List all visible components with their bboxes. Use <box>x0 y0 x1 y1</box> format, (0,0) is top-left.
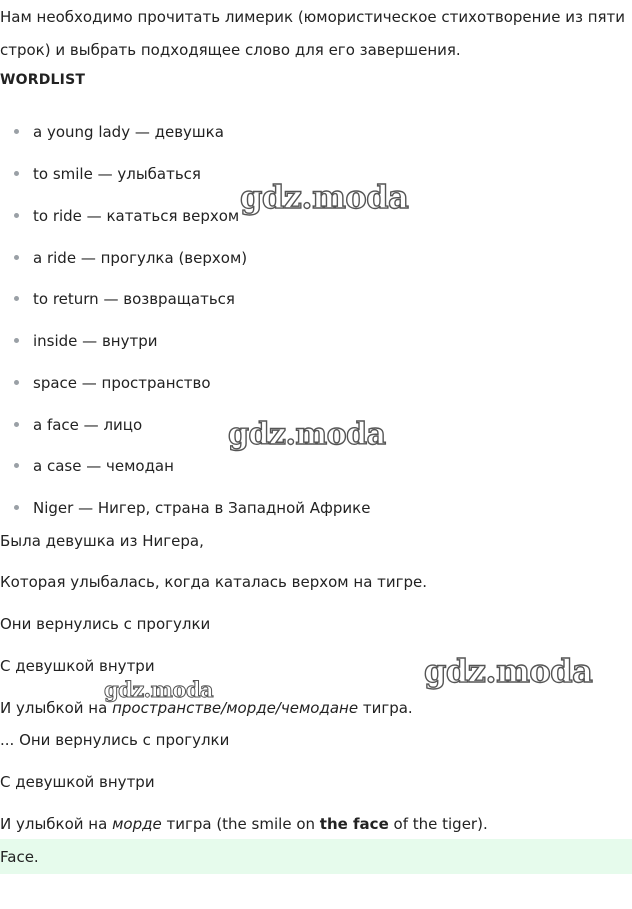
list-item: to return — возвращаться <box>14 289 235 309</box>
list-item: to ride — кататься верхом <box>14 206 239 226</box>
bullet-icon <box>14 338 19 343</box>
poem-line-3: Они вернулись с прогулки <box>0 615 211 633</box>
result-text: Face. <box>0 848 39 866</box>
answer-line-2: С девушкой внутри <box>0 773 155 791</box>
watermark: gdz.moda <box>104 677 214 702</box>
bullet-icon <box>14 255 19 260</box>
answer-line-1: ... Они вернулись с прогулки <box>0 731 230 749</box>
poem-line-2: Которая улыбалась, когда каталась верхом на тигре. <box>0 573 428 591</box>
bullet-icon <box>14 380 19 385</box>
wordlist-heading: WORDLIST <box>0 72 86 88</box>
poem-line-1: Была девушка из Нигера, <box>0 532 204 550</box>
watermark: gdz.moda <box>228 417 386 452</box>
list-item: a ride — прогулка (верхом) <box>14 248 247 268</box>
answer-line-3: И улыбкой на морде тигра (the smile on the face of the tiger). <box>0 815 488 833</box>
list-item: a face — лицо <box>14 415 142 435</box>
watermark: gdz.moda <box>240 178 409 216</box>
bullet-icon <box>14 171 19 176</box>
answer-highlight <box>0 839 632 874</box>
poem-line-5: И улыбкой на пространстве/морде/чемодане тигра. <box>0 699 413 717</box>
list-item: to smile — улыбаться <box>14 164 201 184</box>
poem-line-4: С девушкой внутри <box>0 657 155 675</box>
bullet-icon <box>14 129 19 134</box>
intro-line-1: Нам необходимо прочитать лимерик (юмористическое стихотворение из пяти <box>0 8 626 26</box>
bullet-icon <box>14 213 19 218</box>
list-item: space — пространство <box>14 373 211 393</box>
bullet-icon <box>14 422 19 427</box>
bullet-icon <box>14 296 19 301</box>
list-item: a case — чемодан <box>14 456 174 476</box>
list-item: inside — внутри <box>14 331 157 351</box>
intro-line-2: строк) и выбрать подходящее слово для его завершения. <box>0 41 461 59</box>
bullet-icon <box>14 463 19 468</box>
watermark: gdz.moda <box>424 652 593 690</box>
list-item: a young lady — девушка <box>14 122 224 142</box>
bullet-icon <box>14 505 19 510</box>
list-item: Niger — Нигер, страна в Западной Африке <box>14 498 370 518</box>
